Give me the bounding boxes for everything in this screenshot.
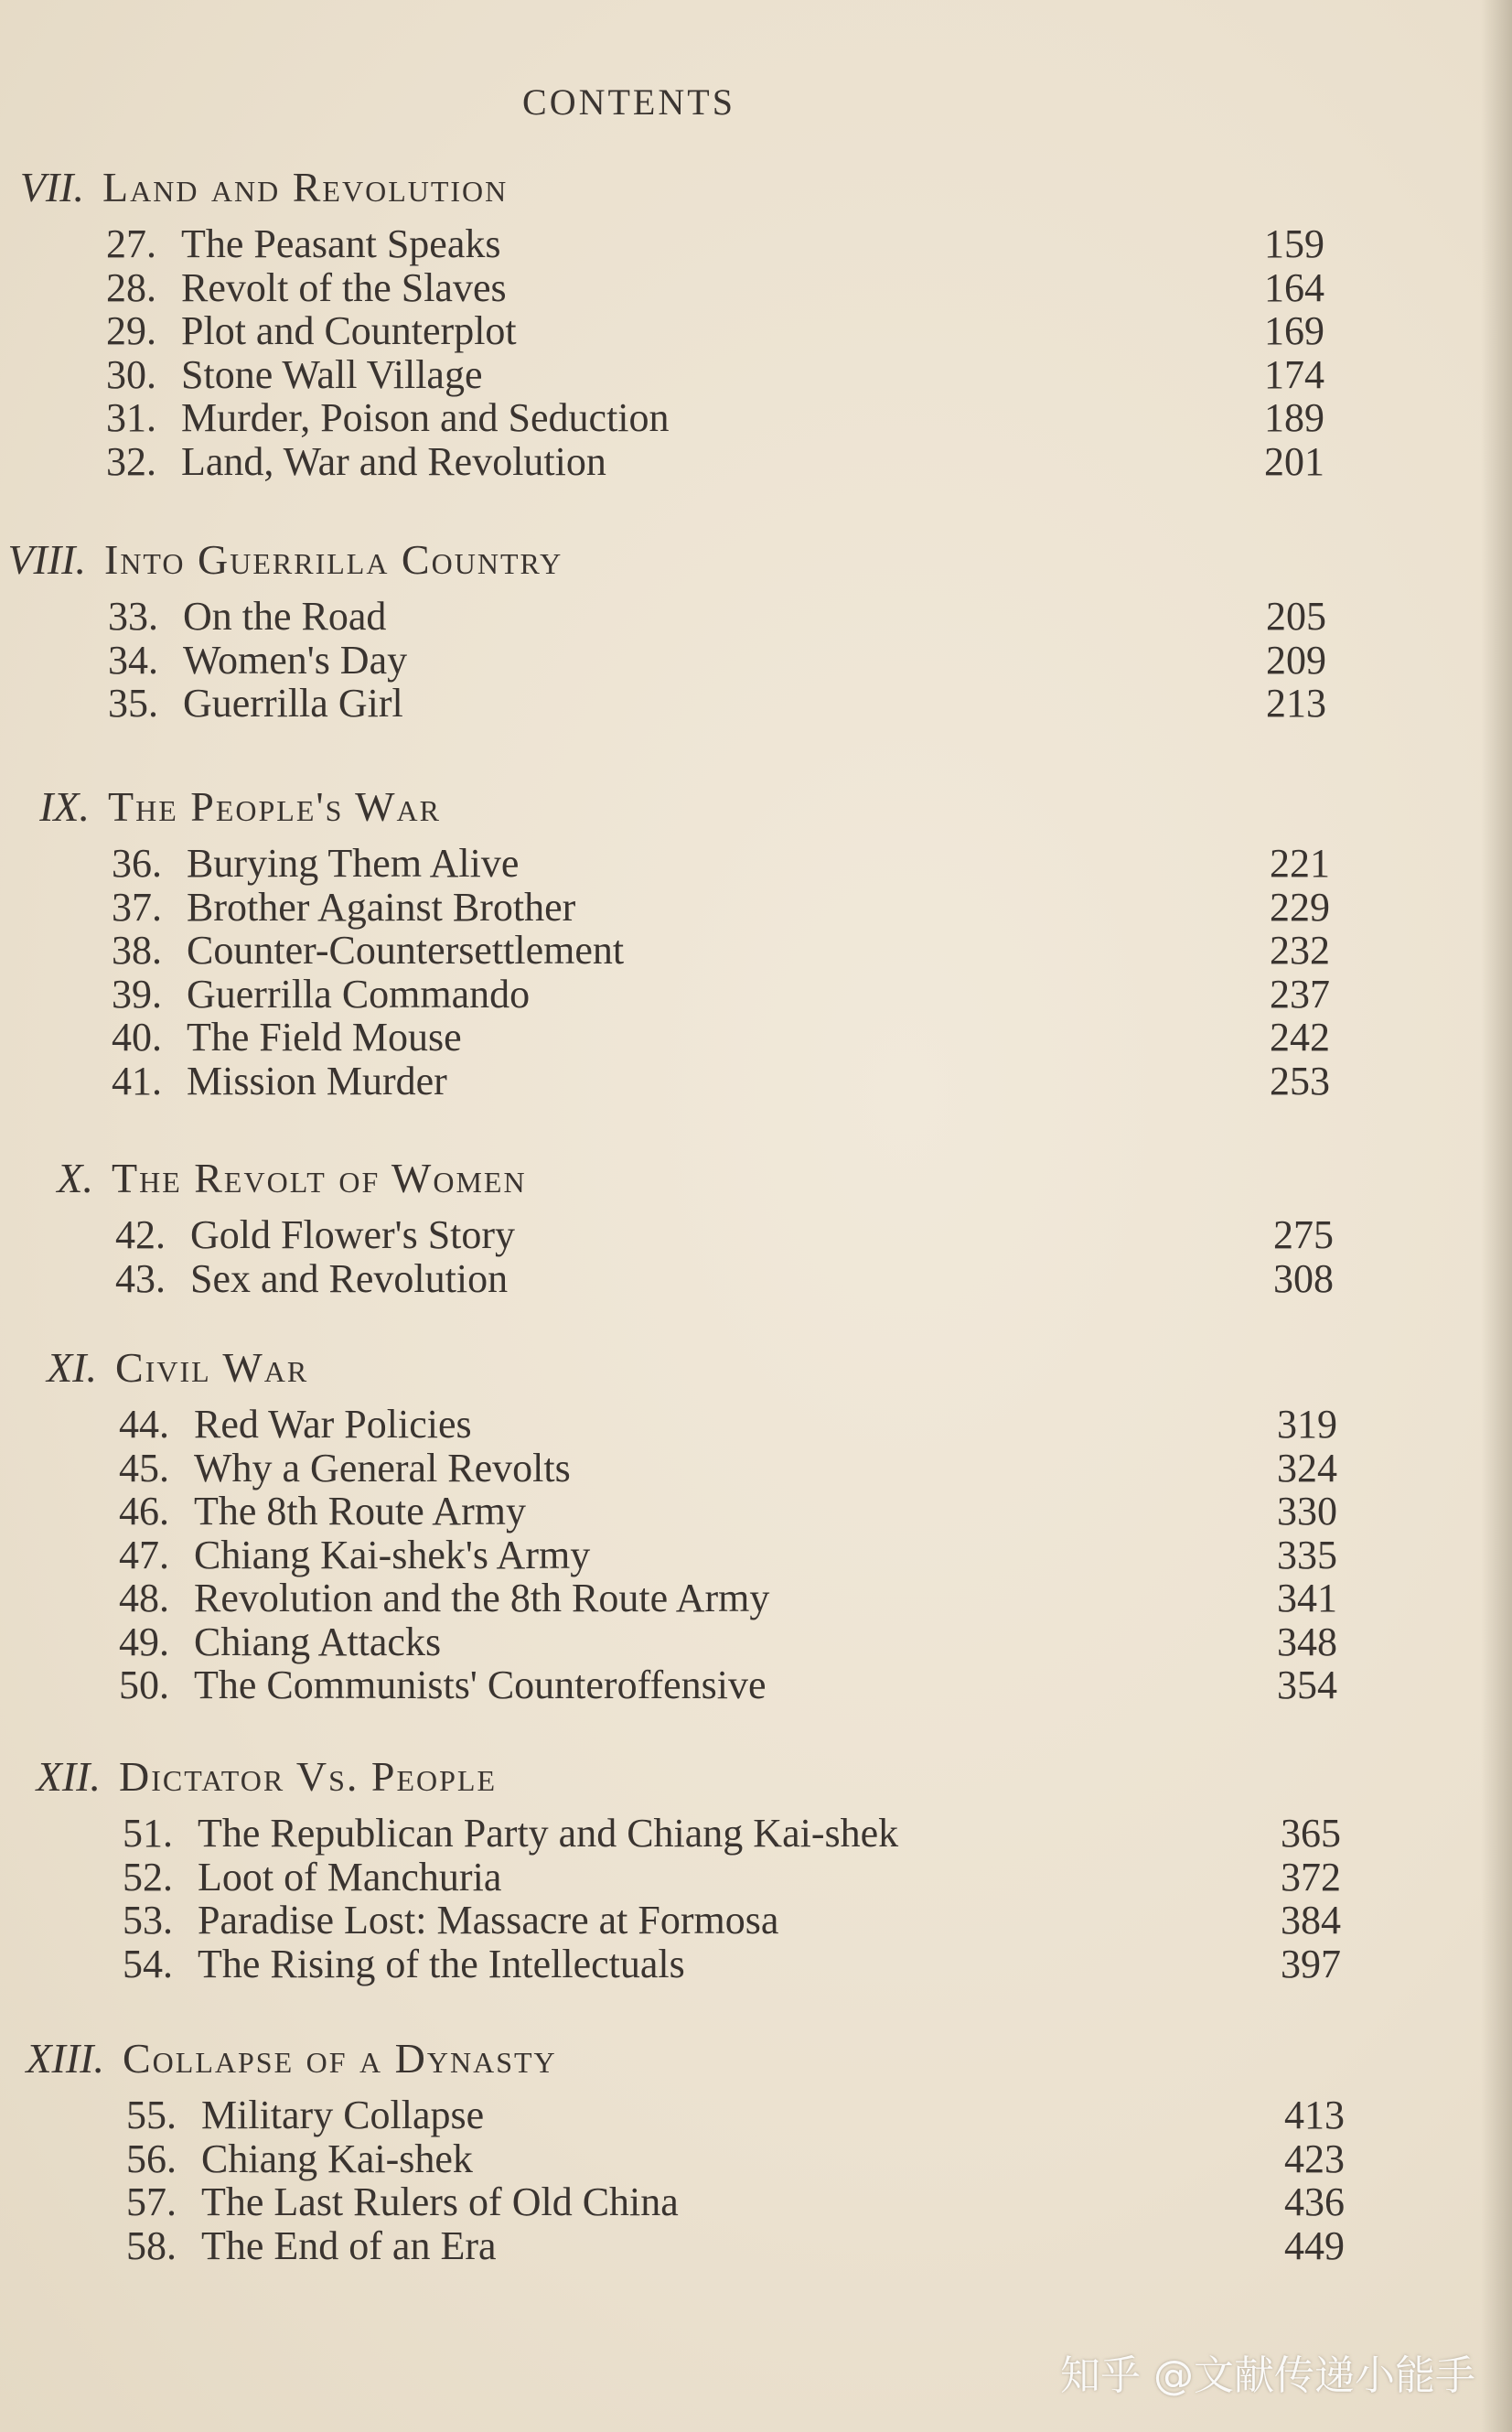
chapter-title: Chiang Kai-shek's Army	[194, 1532, 591, 1577]
chapter-title: Mission Murder	[187, 1058, 447, 1103]
chapter-entry	[123, 1812, 1341, 1856]
part-number: X.	[57, 1155, 93, 1201]
chapter-entry	[112, 929, 1330, 973]
chapter-page-number: 174	[1264, 351, 1324, 397]
part-title: The People's War	[108, 783, 442, 830]
chapter-page-number: 413	[1284, 2093, 1345, 2137]
chapter-entry	[106, 222, 1324, 266]
chapter-title: The 8th Route Army	[194, 1489, 526, 1533]
part-number: IX.	[39, 783, 90, 830]
chapter-title: Guerrilla Commando	[187, 971, 531, 1017]
chapter-entry	[112, 886, 1330, 930]
chapter-entry	[126, 2137, 1345, 2181]
chapter-number: 37.	[112, 884, 162, 930]
chapter-entry	[108, 682, 1326, 726]
chapter-number: 28.	[106, 264, 156, 310]
chapter-page-number: 159	[1264, 221, 1324, 266]
chapter-title: The Field Mouse	[187, 1015, 462, 1060]
chapter-number: 41.	[112, 1058, 162, 1103]
part-title: Collapse of a Dynasty	[123, 2035, 557, 2082]
chapter-title: Why a General Revolts	[194, 1445, 571, 1490]
chapter-number: 57.	[126, 2179, 177, 2224]
chapter-page-number: 330	[1277, 1489, 1337, 1533]
chapter-number: 36.	[112, 841, 162, 886]
part-heading	[0, 1749, 915, 1804]
page-heading: CONTENTS	[522, 81, 735, 123]
chapter-number: 58.	[126, 2222, 177, 2268]
chapter-title: The Last Rulers of Old China	[201, 2179, 679, 2224]
chapter-title: Brother Against Brother	[187, 884, 576, 930]
part-heading	[0, 533, 915, 587]
chapter-entry	[112, 1060, 1330, 1103]
chapter-entry	[112, 973, 1330, 1017]
chapter-entry	[106, 396, 1324, 440]
chapter-entry	[112, 1016, 1330, 1060]
chapter-entry	[106, 266, 1324, 310]
part-heading	[0, 160, 915, 215]
part-number: VIII.	[7, 536, 86, 583]
chapter-number: 38.	[112, 928, 162, 973]
chapter-entry	[119, 1663, 1337, 1707]
chapter-number: 27.	[106, 221, 156, 266]
chapter-page-number: 232	[1270, 928, 1330, 973]
chapter-number: 43.	[115, 1255, 166, 1301]
chapter-title: Military Collapse	[201, 2093, 485, 2137]
chapter-title: On the Road	[183, 594, 387, 639]
chapter-entry	[126, 2224, 1345, 2268]
chapter-title: Gold Flower's Story	[190, 1212, 516, 1257]
part-number: XII.	[36, 1753, 101, 1800]
chapter-number: 53.	[123, 1898, 173, 1942]
chapter-number: 56.	[126, 2136, 177, 2181]
chapter-page-number: 341	[1277, 1576, 1337, 1620]
chapter-number: 46.	[119, 1489, 169, 1533]
chapter-title: Land, War and Revolution	[181, 438, 606, 484]
chapter-title: Women's Day	[183, 637, 408, 683]
chapter-page-number: 213	[1266, 681, 1326, 726]
chapter-page-number: 189	[1264, 395, 1324, 440]
chapter-title: Revolution and the 8th Route Army	[194, 1576, 770, 1620]
chapter-number: 32.	[106, 438, 156, 484]
chapter-entry	[119, 1533, 1337, 1577]
chapter-page-number: 324	[1277, 1445, 1337, 1490]
chapter-entry	[126, 2180, 1345, 2224]
chapter-title: Counter-Countersettlement	[187, 928, 625, 973]
chapter-page-number: 449	[1284, 2222, 1345, 2268]
chapter-page-number: 423	[1284, 2136, 1345, 2181]
chapter-page-number: 365	[1281, 1811, 1341, 1856]
chapter-entry	[115, 1213, 1334, 1257]
chapter-page-number: 201	[1264, 438, 1324, 484]
chapter-entry	[112, 842, 1330, 886]
chapter-entry	[119, 1403, 1337, 1447]
chapter-entry	[119, 1490, 1337, 1533]
spine-shadow	[1481, 0, 1512, 2432]
chapter-number: 33.	[108, 594, 158, 639]
chapter-title: Guerrilla Girl	[183, 681, 403, 726]
part-title: Civil War	[115, 1344, 309, 1391]
part-heading	[0, 2031, 915, 2086]
chapter-number: 35.	[108, 681, 158, 726]
chapter-title: The End of an Era	[201, 2222, 497, 2268]
chapter-title: Chiang Kai-shek	[201, 2136, 473, 2181]
chapter-entry	[126, 2093, 1345, 2137]
chapter-page-number: 253	[1270, 1058, 1330, 1103]
chapter-number: 50.	[119, 1663, 169, 1707]
chapter-entry	[123, 1899, 1341, 1942]
chapter-title: Stone Wall Village	[181, 351, 483, 397]
watermark-text: 知乎 @文献传递小能手	[1060, 2352, 1475, 2399]
chapter-page-number: 354	[1277, 1663, 1337, 1707]
part-heading	[0, 780, 915, 834]
chapter-number: 54.	[123, 1941, 173, 1986]
chapter-number: 34.	[108, 637, 158, 683]
chapter-number: 40.	[112, 1015, 162, 1060]
chapter-title: The Republican Party and Chiang Kai-shek	[198, 1811, 899, 1856]
chapter-title: Red War Policies	[194, 1402, 472, 1447]
chapter-number: 48.	[119, 1576, 169, 1620]
chapter-number: 31.	[106, 395, 156, 440]
chapter-page-number: 221	[1270, 841, 1330, 886]
chapter-entry	[119, 1576, 1337, 1620]
chapter-number: 51.	[123, 1811, 173, 1856]
chapter-page-number: 164	[1264, 264, 1324, 310]
chapter-title: Paradise Lost: Massacre at Formosa	[198, 1898, 779, 1942]
chapter-entry	[108, 595, 1326, 639]
part-number: XI.	[47, 1344, 97, 1391]
chapter-entry	[123, 1942, 1341, 1986]
chapter-entry	[119, 1447, 1337, 1490]
chapter-title: The Peasant Speaks	[181, 221, 501, 266]
chapter-page-number: 169	[1264, 308, 1324, 353]
part-title: The Revolt of Women	[112, 1155, 527, 1201]
chapter-number: 47.	[119, 1532, 169, 1577]
chapter-page-number: 242	[1270, 1015, 1330, 1060]
chapter-number: 49.	[119, 1619, 169, 1664]
chapter-entry	[106, 309, 1324, 353]
chapter-number: 30.	[106, 351, 156, 397]
chapter-title: Loot of Manchuria	[198, 1854, 502, 1899]
chapter-page-number: 384	[1281, 1898, 1341, 1942]
chapter-number: 42.	[115, 1212, 166, 1257]
chapter-page-number: 209	[1266, 637, 1326, 683]
chapter-page-number: 348	[1277, 1619, 1337, 1664]
chapter-number: 44.	[119, 1402, 169, 1447]
chapter-title: The Rising of the Intellectuals	[198, 1941, 685, 1986]
chapter-page-number: 275	[1273, 1212, 1334, 1257]
part-number: VII.	[19, 164, 84, 210]
chapter-number: 29.	[106, 308, 156, 353]
chapter-page-number: 308	[1273, 1255, 1334, 1301]
chapter-number: 39.	[112, 971, 162, 1017]
part-heading	[0, 1151, 915, 1206]
chapter-entry	[123, 1856, 1341, 1899]
chapter-entry	[115, 1257, 1334, 1301]
chapter-page-number: 436	[1284, 2179, 1345, 2224]
chapter-entry	[119, 1620, 1337, 1664]
chapter-title: The Communists' Counteroffensive	[194, 1663, 767, 1707]
chapter-title: Sex and Revolution	[190, 1255, 509, 1301]
chapter-page-number: 205	[1266, 594, 1326, 639]
chapter-title: Chiang Attacks	[194, 1619, 442, 1664]
chapter-page-number: 335	[1277, 1532, 1337, 1577]
chapter-entry	[108, 639, 1326, 683]
part-title: Land and Revolution	[102, 164, 509, 210]
chapter-entry	[106, 440, 1324, 484]
chapter-page-number: 229	[1270, 884, 1330, 930]
chapter-page-number: 319	[1277, 1402, 1337, 1447]
chapter-title: Plot and Counterplot	[181, 308, 517, 353]
chapter-title: Revolt of the Slaves	[181, 264, 507, 310]
part-title: Into Guerrilla Country	[104, 536, 563, 583]
part-number: XIII.	[26, 2035, 104, 2082]
chapter-number: 52.	[123, 1854, 173, 1899]
chapter-page-number: 397	[1281, 1941, 1341, 1986]
chapter-entry	[106, 353, 1324, 397]
part-title: Dictator Vs. People	[119, 1753, 498, 1800]
chapter-number: 45.	[119, 1445, 169, 1490]
chapter-title: Murder, Poison and Seduction	[181, 395, 670, 440]
part-heading	[0, 1340, 915, 1395]
chapter-page-number: 372	[1281, 1854, 1341, 1899]
chapter-page-number: 237	[1270, 971, 1330, 1017]
chapter-number: 55.	[126, 2093, 177, 2137]
chapter-title: Burying Them Alive	[187, 841, 520, 886]
